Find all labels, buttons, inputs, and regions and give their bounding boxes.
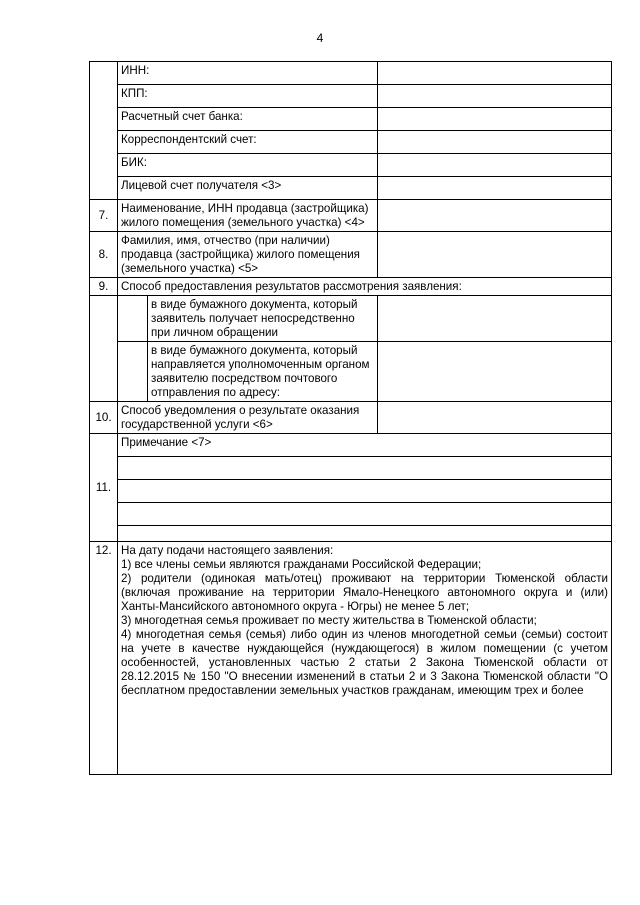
row-9-option-2-checkbox[interactable] — [118, 342, 148, 402]
row-12-number: 12. — [90, 542, 118, 775]
row-9-number: 9. — [90, 278, 118, 296]
bik-label: БИК: — [118, 154, 378, 177]
bik-row — [90, 154, 612, 177]
row-8 — [90, 232, 612, 278]
row-7 — [90, 200, 612, 232]
row-8-number: 8. — [90, 232, 118, 278]
page-number: 4 — [316, 31, 324, 45]
row-12 — [90, 542, 612, 775]
row-11-label: Примечание <7> — [118, 434, 612, 457]
row-10-label: Способ уведомления о результате оказания государственной услуги <6> — [118, 402, 378, 434]
row-7-label: Наименование, ИНН продавца (застройщика) жилого помещения (земельного участка) <4> — [118, 200, 378, 232]
row-9-option-2 — [90, 342, 612, 402]
row-9-option-1 — [90, 296, 612, 342]
bank-account-row — [90, 108, 612, 131]
bank-number-cell — [90, 62, 118, 200]
row-11-line-4 — [90, 526, 612, 542]
row-9-option-2-value-field[interactable] — [378, 342, 612, 402]
row-11-line-1 — [90, 457, 612, 480]
bank-account-label: Расчетный счет банка: — [118, 108, 378, 131]
row-10-value-field[interactable] — [378, 402, 612, 434]
note-line-1-field[interactable] — [118, 457, 612, 480]
row-9-label: Способ предоставления результатов рассмотрения заявления: — [118, 278, 612, 296]
row-9 — [90, 278, 612, 296]
row-8-label: Фамилия, имя, отчество (при наличии) продавца (застройщика) жилого помещения (земельного участка) <5> — [118, 232, 378, 278]
row-12-content — [118, 542, 612, 775]
row-11-line-2 — [90, 480, 612, 503]
row-11-line-3 — [90, 503, 612, 526]
note-line-4-field[interactable] — [118, 526, 612, 542]
row-10-number: 10. — [90, 402, 118, 434]
row-12-item-1: 1) все члены семьи являются гражданами Российской Федерации; — [121, 558, 482, 571]
kpp-label: КПП: — [118, 85, 378, 108]
corr-account-value-field[interactable] — [378, 131, 612, 154]
corr-account-label: Корреспондентский счет: — [118, 131, 378, 154]
row-9-option-1-checkbox[interactable] — [118, 296, 148, 342]
kpp-value-field[interactable] — [378, 85, 612, 108]
row-11-number: 11. — [90, 434, 118, 542]
row-9-option-spacer — [90, 296, 118, 402]
corr-account-row — [90, 131, 612, 154]
row-8-value-field[interactable] — [378, 232, 612, 278]
inn-row — [90, 62, 612, 85]
row-9-option-1-value-field[interactable] — [378, 296, 612, 342]
personal-account-value-field[interactable] — [378, 177, 612, 200]
row-12-intro: На дату подачи настоящего заявления: — [121, 544, 334, 557]
inn-label: ИНН: — [118, 62, 378, 85]
bank-account-value-field[interactable] — [378, 108, 612, 131]
note-line-2-field[interactable] — [118, 480, 612, 503]
row-7-number: 7. — [90, 200, 118, 232]
kpp-row — [90, 85, 612, 108]
row-12-item-2: 2) родители (одинокая мать/отец) проживают на территории Тюменской области (включая проживание на территории Ямало-Ненецкого автономного округа и (или) Ханты-Мансийского автономного округа - Югры) не менее 5 лет; — [121, 572, 608, 613]
row-10 — [90, 402, 612, 434]
row-7-value-field[interactable] — [378, 200, 612, 232]
inn-value-field[interactable] — [378, 62, 612, 85]
application-form-table — [89, 61, 612, 775]
row-9-option-1-label: в виде бумажного документа, который заявитель получает непосредственно при личном обращении — [148, 296, 378, 342]
row-9-option-2-label: в виде бумажного документа, который направляется уполномоченным органом заявителю посредством почтового отправления по адресу: — [148, 342, 378, 402]
personal-account-row — [90, 177, 612, 200]
row-12-item-3: 3) многодетная семья проживает по месту жительства в Тюменской области; — [121, 614, 537, 627]
note-line-3-field[interactable] — [118, 503, 612, 526]
bik-value-field[interactable] — [378, 154, 612, 177]
personal-account-label: Лицевой счет получателя <3> — [118, 177, 378, 200]
row-11 — [90, 434, 612, 457]
row-12-item-4: 4) многодетная семья (семья) либо один из членов многодетной семьи (семьи) состоит на учете в качестве нуждающейся (нуждающегося) в жилом помещении (с учетом особенностей, установленных частью 2 статьи 2 Закона Тюменской области от 28.12.2015 № 150 "О внесении изменений в статьи 2 и 3 Закона Тюменской области "О бесплатном предоставлении земельных участков гражданам, имеющим трех и более — [121, 628, 608, 697]
